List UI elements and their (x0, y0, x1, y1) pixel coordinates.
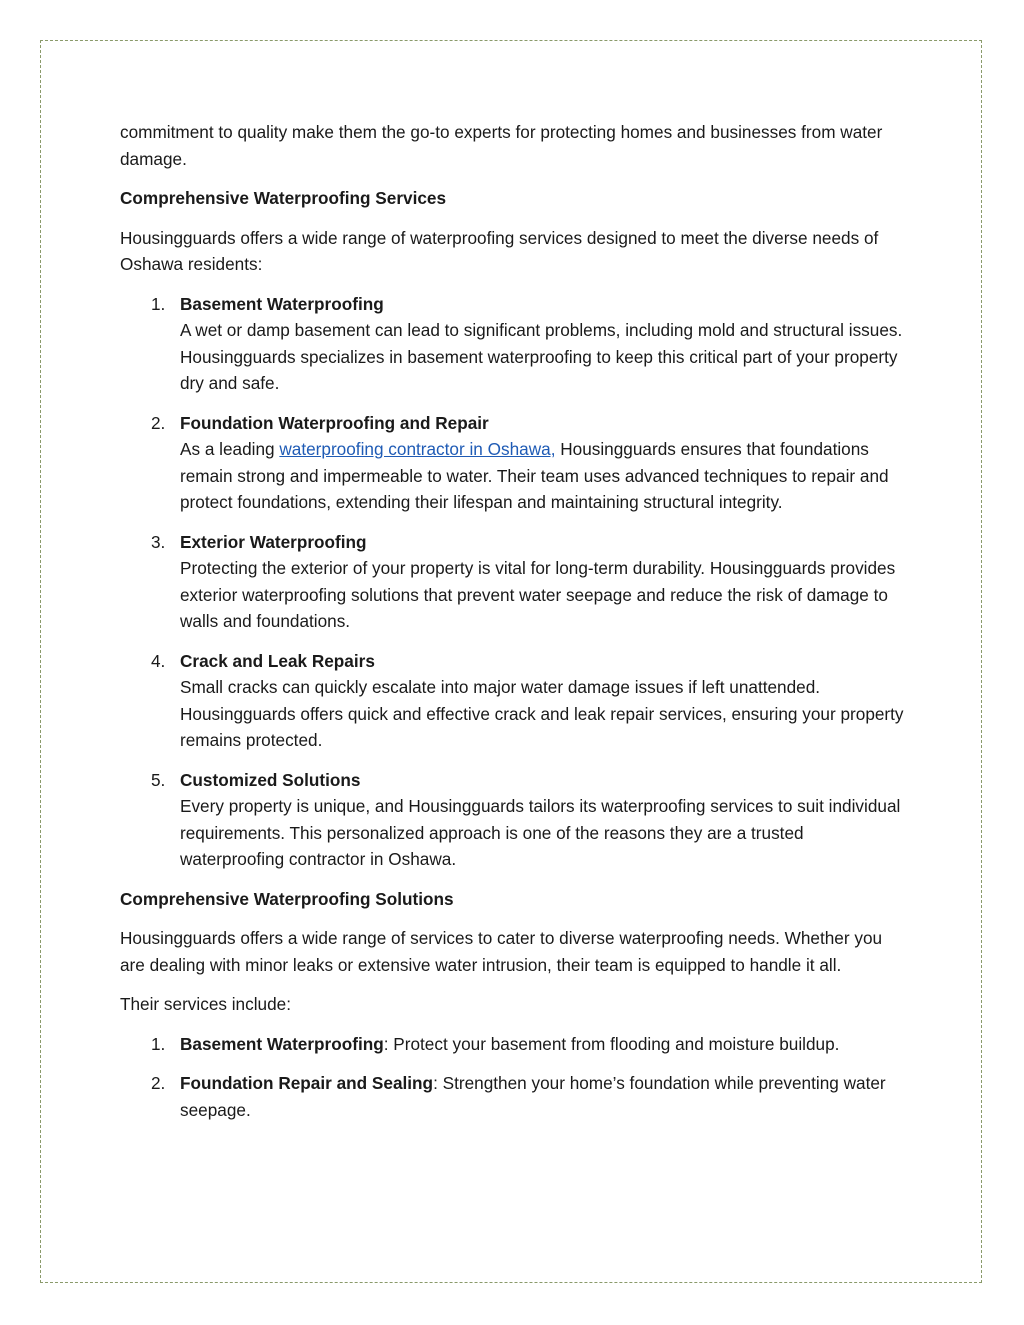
contractor-link[interactable]: waterproofing contractor in Oshawa, (279, 439, 556, 459)
list-number: 2. (151, 412, 166, 433)
list-item-title: Foundation Repair and Sealing (180, 1073, 434, 1093)
list-number: 1. (151, 1033, 166, 1054)
section-intro-solutions: Housingguards offers a wide range of services to cater to diverse waterproofing needs. Whether you are dealing with minor leaks or extensive water intrusion, their team is equipped to handle it all. (120, 928, 883, 975)
list-item-desc: : Strengthen your home’s foundation while preventing water seepage. (180, 1073, 886, 1120)
list-number: 2. (151, 1073, 166, 1093)
services-list (120, 291, 910, 873)
list-item-body (180, 436, 910, 516)
list-item-body: A wet or damp basement can lead to significant problems, including mold and structural issues. Housingguards specializes in basement waterproofing to keep this critical part of your property dry and safe. (180, 320, 903, 393)
list-item-title: Basement Waterproofing (180, 293, 384, 314)
list-item-body: Small cracks can quickly escalate into major water damage issues if left unattended. Housingguards offers quick and effective crack and leak repair services, ensuring your property remains protected. (180, 677, 904, 750)
list-item (120, 1070, 910, 1123)
list-item-title: Customized Solutions (180, 769, 361, 790)
list-item (120, 648, 910, 754)
list-item-body: Protecting the exterior of your property is vital for long-term durability. Housingguards provides exterior waterproofing solutions that prevent water seepage and reduce the risk of damage to walls and foundations. (180, 558, 896, 631)
list-number: 4. (151, 650, 166, 671)
list-item-title: Exterior Waterproofing (180, 531, 367, 552)
list-item (120, 529, 910, 635)
list-item (120, 410, 910, 516)
list-item (120, 767, 910, 873)
body-prefix: As a leading (180, 439, 280, 459)
section-intro-services: Housingguards offers a wide range of waterproofing services designed to meet the diverse needs of Oshawa residents: (120, 227, 879, 274)
solutions-list (120, 1031, 910, 1124)
list-item-title: Crack and Leak Repairs (180, 650, 375, 671)
list-item-title: Basement Waterproofing (180, 1033, 384, 1054)
list-item-desc: : Protect your basement from flooding and moisture buildup. (383, 1033, 840, 1054)
list-number: 1. (151, 293, 166, 314)
intro-paragraph: commitment to quality make them the go-to experts for protecting homes and businesses from water damage. (120, 122, 883, 169)
document-body (120, 119, 910, 1136)
list-number: 3. (151, 531, 166, 552)
list-item-body: Every property is unique, and Housingguards tailors its waterproofing services to suit individual requirements. This personalized approach is one of the reasons they are a trusted waterproofing contractor in Oshawa. (180, 796, 901, 869)
section-heading-solutions: Comprehensive Waterproofing Solutions (120, 888, 454, 909)
list-intro: Their services include: (120, 994, 291, 1014)
list-item-title: Foundation Waterproofing and Repair (180, 412, 489, 433)
list-number: 5. (151, 769, 166, 790)
section-heading-services: Comprehensive Waterproofing Services (120, 188, 447, 208)
body-suffix: Housingguards ensures that foundations remain strong and impermeable to water. Their team uses advanced techniques to repair and protect foundations, extending their lifespan and maintaining structural integrity. (180, 439, 889, 512)
list-item (120, 291, 910, 397)
list-item (120, 1031, 910, 1058)
